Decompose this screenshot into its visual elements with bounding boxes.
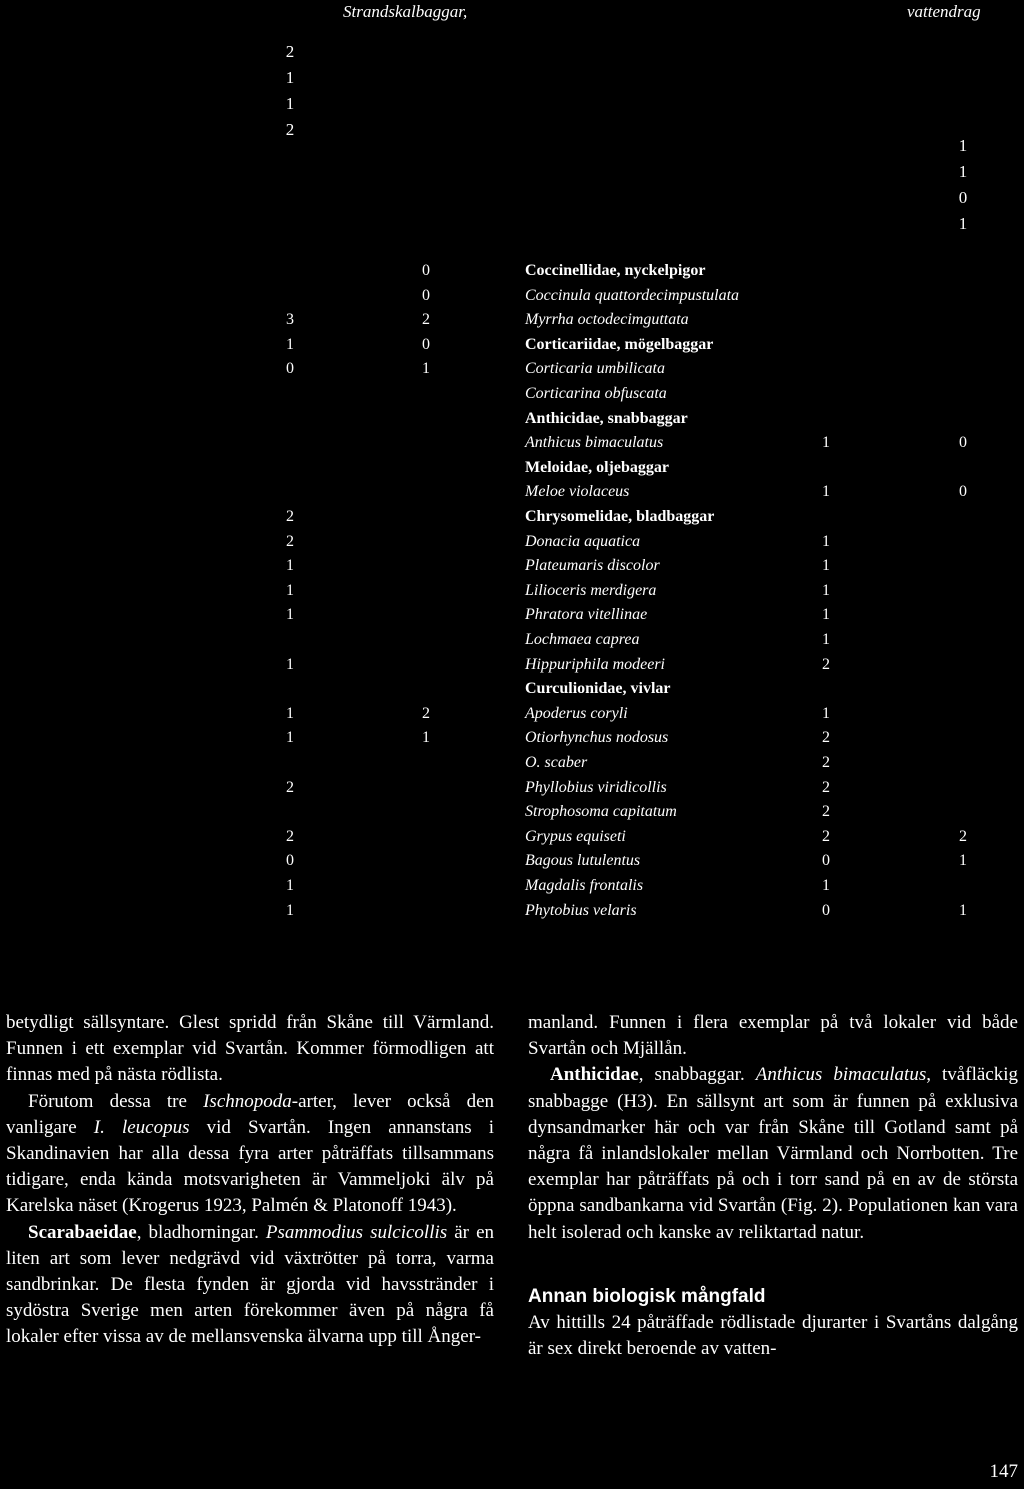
table-row — [0, 754, 1024, 778]
species-name: O. scaber — [525, 754, 588, 771]
table-cell-c4: 0 — [959, 434, 967, 452]
table-cell-c2: 0 — [422, 262, 430, 279]
table-cell-c1: 1 — [286, 729, 294, 747]
right-text-column — [528, 1010, 1018, 1362]
table-row — [0, 852, 1024, 876]
table-cell-c1: 2 — [286, 532, 294, 550]
left-text-column — [6, 1010, 494, 1351]
table-cell-c3: 1 — [822, 606, 830, 624]
table-cell-c3: 1 — [822, 581, 830, 599]
table-cell-c3: 2 — [822, 754, 830, 771]
species-name: Myrrha octodecimguttata — [525, 311, 689, 329]
table-cell-c2: 0 — [422, 286, 430, 304]
paragraph: Förutom dessa tre Ischnopoda-arter, lever också den vanligare I. leucopus vid Svartån. Ingen annanstans i Skandinavien har alla dessa fyra arter påträffats tillsammans tidigare, enda kända motsvarigheten är Vammeljoki älv på Karelska näset (Krogerus 1923, Palmén & Platonoff 1943). — [6, 1090, 495, 1217]
species-name: Coccinula quattordecimpustulata — [525, 286, 740, 304]
table-cell-c1: 1 — [286, 557, 294, 575]
species-name: Plateumaris discolor — [525, 557, 660, 575]
table-cell-c1: 2 — [286, 508, 294, 525]
table-cell-c1: 1 — [286, 877, 294, 894]
table-row — [0, 680, 1024, 704]
table-row — [0, 385, 1024, 409]
table-row — [0, 311, 1024, 335]
table-row — [0, 262, 1024, 286]
table-cell-c3: 2 — [822, 803, 830, 821]
table-row — [0, 336, 1024, 360]
table-row — [0, 459, 1024, 483]
table-row — [0, 360, 1024, 384]
table-row — [0, 483, 1024, 507]
species-name: Anthicus bimaculatus — [525, 434, 664, 452]
family-name: Corticariidae, mögelbaggar — [525, 335, 714, 353]
species-name: Corticaria umbilicata — [525, 360, 665, 378]
table-cell-c3: 0 — [822, 852, 830, 870]
table-row — [0, 533, 1024, 557]
top-number: 1 — [285, 68, 295, 87]
table-cell-c2: 2 — [422, 311, 430, 329]
table-cell-c3: 1 — [822, 704, 830, 722]
paragraph: Anthicidae, snabbaggar. Anthicus bimaculatus, tvåfläckig snabbagge (H3). En sällsynt art som är funnen på exklusiva dynsandmarker här och var från Skåne till Gotland samt på några få inlandslokaler mellan Värmland och Norrbotten. Tre exemplar har påträffats på och i torr sand på en av de största öppna sandbankarna vid Svartån (Fig. 2). Populationen kan vara helt isolerad och kanske av reliktartad natur. — [528, 1064, 1018, 1243]
species-name: Meloe violaceus — [525, 483, 630, 501]
table-cell-c4: 1 — [959, 852, 967, 870]
species-name: Otiorhynchus nodosus — [525, 729, 669, 747]
species-name: Hippuriphila modeeri — [525, 655, 665, 673]
table-row — [0, 557, 1024, 581]
paragraph: Scarabaeidae, bladhorningar. Psammodius sulcicollis är en liten art som lever nedgrävd vid växtrötter på torra, varma sandbrinkar. De flesta fynden är gjorda vid havsstränder i sydöstra Sverige men arten förekommer även på några få lokaler efter vissa av de mellansvenska älvarna upp till Ånger- — [6, 1221, 494, 1348]
species-name: Lochmaea caprea — [525, 631, 640, 648]
table-cell-c3: 1 — [822, 434, 830, 452]
table-cell-c1: 2 — [286, 778, 294, 796]
table-cell-c1: 1 — [286, 335, 294, 353]
species-name: Donacia aquatica — [525, 532, 641, 550]
species-name: Grypus equiseti — [525, 827, 626, 845]
table-row — [0, 705, 1024, 729]
top-number: 0 — [958, 188, 968, 207]
table-row — [0, 434, 1024, 458]
table-cell-c1: 0 — [286, 852, 294, 870]
table-cell-c1: 1 — [286, 901, 294, 919]
table-cell-c2: 1 — [422, 360, 430, 378]
family-name: Chrysomelidae, bladbaggar — [525, 508, 715, 525]
species-name: Strophosoma capitatum — [525, 803, 677, 821]
table-cell-c3: 1 — [822, 877, 830, 894]
table-cell-c3: 2 — [822, 655, 830, 673]
family-name: Anthicidae, snabbaggar — [525, 409, 688, 427]
table-row — [0, 877, 1024, 901]
table-cell-c3: 0 — [822, 901, 830, 919]
table-row — [0, 902, 1024, 926]
page-number: 147 — [989, 1461, 1018, 1482]
species-name: Phyllobius viridicollis — [525, 778, 667, 796]
running-header-left: Strandskalbaggar, — [343, 2, 468, 21]
table-cell-c3: 1 — [822, 631, 830, 648]
table-cell-c1: 3 — [286, 311, 294, 329]
table-cell-c1: 1 — [286, 581, 294, 599]
top-number: 1 — [958, 162, 968, 181]
table-row — [0, 631, 1024, 655]
top-number: 1 — [958, 214, 968, 233]
table-row — [0, 410, 1024, 434]
table-cell-c1: 1 — [286, 655, 294, 673]
species-name: Magdalis frontalis — [525, 877, 644, 894]
table-cell-c3: 2 — [822, 778, 830, 796]
table-row — [0, 508, 1024, 532]
table-row — [0, 287, 1024, 311]
table-cell-c1: 1 — [286, 704, 294, 722]
table-cell-c2: 0 — [422, 335, 430, 353]
table-row — [0, 606, 1024, 630]
table-cell-c3: 2 — [822, 827, 830, 845]
table-cell-c3: 1 — [822, 532, 830, 550]
table-row — [0, 828, 1024, 852]
table-cell-c4: 0 — [959, 483, 967, 501]
family-name: Meloidae, oljebaggar — [525, 458, 669, 476]
table-cell-c4: 1 — [959, 901, 967, 919]
table-cell-c3: 1 — [822, 483, 830, 501]
top-number: 2 — [285, 42, 295, 61]
family-name: Coccinellidae, nyckelpigor — [525, 262, 706, 279]
table-row — [0, 582, 1024, 606]
top-number: 1 — [285, 94, 295, 113]
table-cell-c1: 1 — [286, 606, 294, 624]
table-row — [0, 729, 1024, 753]
species-name: Lilioceris merdigera — [525, 581, 657, 599]
table-cell-c1: 2 — [286, 827, 294, 845]
paragraph: Av hittills 24 påträffade rödlistade djurarter i Svartåns dalgång är sex direkt beroende av vatten- — [528, 1312, 1018, 1360]
species-name: Apoderus coryli — [525, 704, 628, 722]
top-number: 1 — [958, 136, 968, 155]
table-cell-c2: 2 — [422, 704, 430, 722]
paragraph: manland. Funnen i flera exemplar på två lokaler vid både Svartån och Mjällån. — [528, 1012, 1018, 1060]
species-name: Phytobius velaris — [525, 901, 637, 919]
paragraph: betydligt sällsyntare. Glest spridd från Skåne till Värmland. Funnen i ett exemplar vid Svartån. Kommer förmodligen att finnas med på nästa rödlista. — [6, 1012, 494, 1086]
top-number: 2 — [285, 120, 295, 139]
table-row — [0, 803, 1024, 827]
species-name: Corticarina obfuscata — [525, 385, 667, 402]
table-row — [0, 779, 1024, 803]
running-header-right: vattendrag — [907, 2, 981, 21]
family-name: Curculionidae, vivlar — [525, 680, 671, 698]
table-cell-c3: 2 — [822, 729, 830, 747]
table-cell-c1: 0 — [286, 360, 294, 378]
table-cell-c3: 1 — [822, 557, 830, 575]
section-heading: Annan biologisk mångfald — [528, 1285, 766, 1307]
table-cell-c4: 2 — [959, 827, 967, 845]
species-name: Phratora vitellinae — [525, 606, 648, 624]
table-cell-c2: 1 — [422, 729, 430, 747]
table-row — [0, 656, 1024, 680]
species-name: Bagous lutulentus — [525, 852, 641, 870]
